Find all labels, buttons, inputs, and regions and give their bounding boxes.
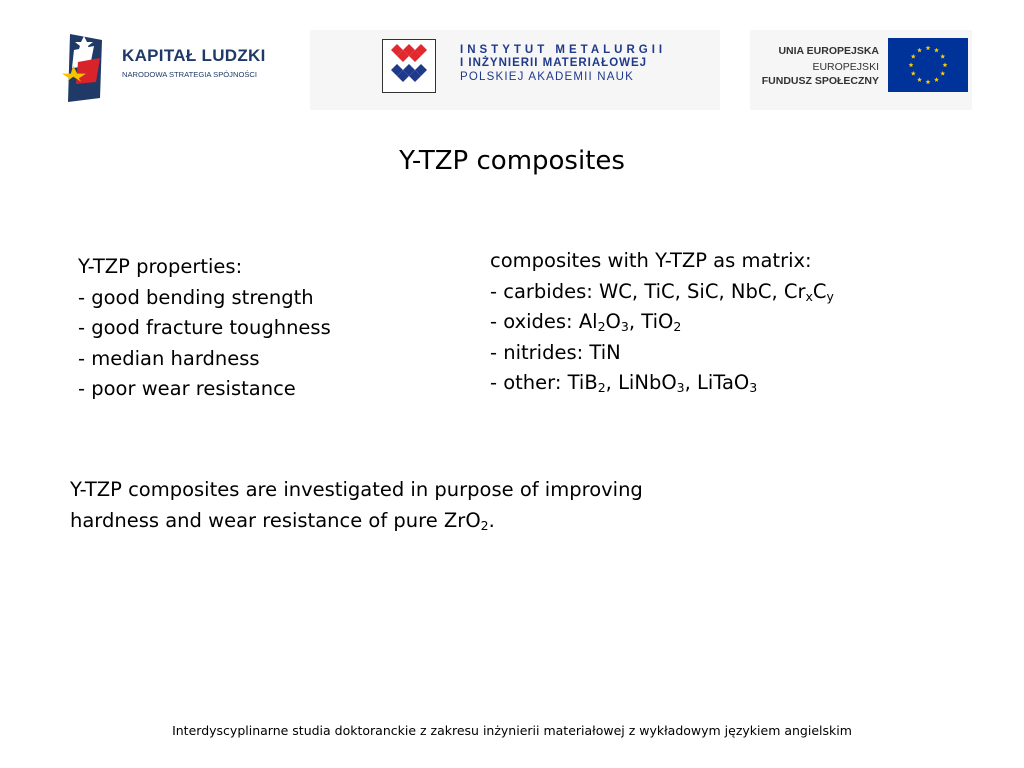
- slide-title: Y-TZP composites: [399, 146, 625, 176]
- summary-paragraph: Y-TZP composites are investigated in purpose of improving hardness and wear resistance of pure ZrO$_2$.: [70, 478, 643, 533]
- eu-line-1: UNIA EUROPEJSKA: [778, 45, 879, 57]
- composite-nitrides: - nitrides: TiN: [490, 340, 621, 364]
- composites-heading: composites with Y-TZP as matrix:: [490, 249, 812, 272]
- institute-line-2: I INŻYNIERII MATERIAŁOWEJ: [460, 57, 648, 69]
- eu-logo: [750, 30, 972, 110]
- property-item: - median hardness: [78, 346, 260, 370]
- property-item: - poor wear resistance: [78, 377, 296, 400]
- property-item: - good fracture toughness: [78, 316, 331, 339]
- eu-line-3: FUNDUSZ SPOŁECZNY: [761, 75, 879, 87]
- kapital-ludzki-title: KAPITAŁ LUDZKI: [122, 46, 266, 65]
- properties-list: [78, 252, 331, 405]
- kapital-ludzki-emblem-icon: [60, 32, 118, 104]
- composite-other: - other: TiB$_2$, LiNbO$_3$, LiTaO$_3$: [490, 371, 758, 395]
- eu-flag-icon: [888, 38, 968, 92]
- composite-carbides: - carbides: WC, TiC, SiC, NbC, $Cr_xC_y$: [490, 279, 834, 304]
- institute-line-1: INSTYTUT METALURGII: [460, 44, 667, 56]
- institute-logo: [310, 30, 720, 110]
- institute-emblem-icon: [382, 39, 436, 93]
- property-item: - good bending strength: [78, 285, 314, 309]
- institute-line-3: POLSKIEJ AKADEMII NAUK: [460, 71, 635, 83]
- properties-heading: Y-TZP properties:: [78, 255, 243, 278]
- composite-oxides: - oxides: $Al_2O_3$, TiO$_2$: [490, 310, 682, 334]
- kapital-ludzki-logo: [60, 32, 300, 104]
- logo-bar: [0, 0, 1024, 115]
- eu-line-2: EUROPEJSKI: [812, 61, 879, 73]
- footer-text: Interdyscyplinarne studia doktoranckie z zakresu inżynierii materiałowej z wykładowym językiem angielskim: [172, 723, 852, 738]
- kapital-ludzki-subtitle: NARODOWA STRATEGIA SPÓJNOŚCI: [122, 70, 258, 79]
- composites-list: [490, 246, 834, 399]
